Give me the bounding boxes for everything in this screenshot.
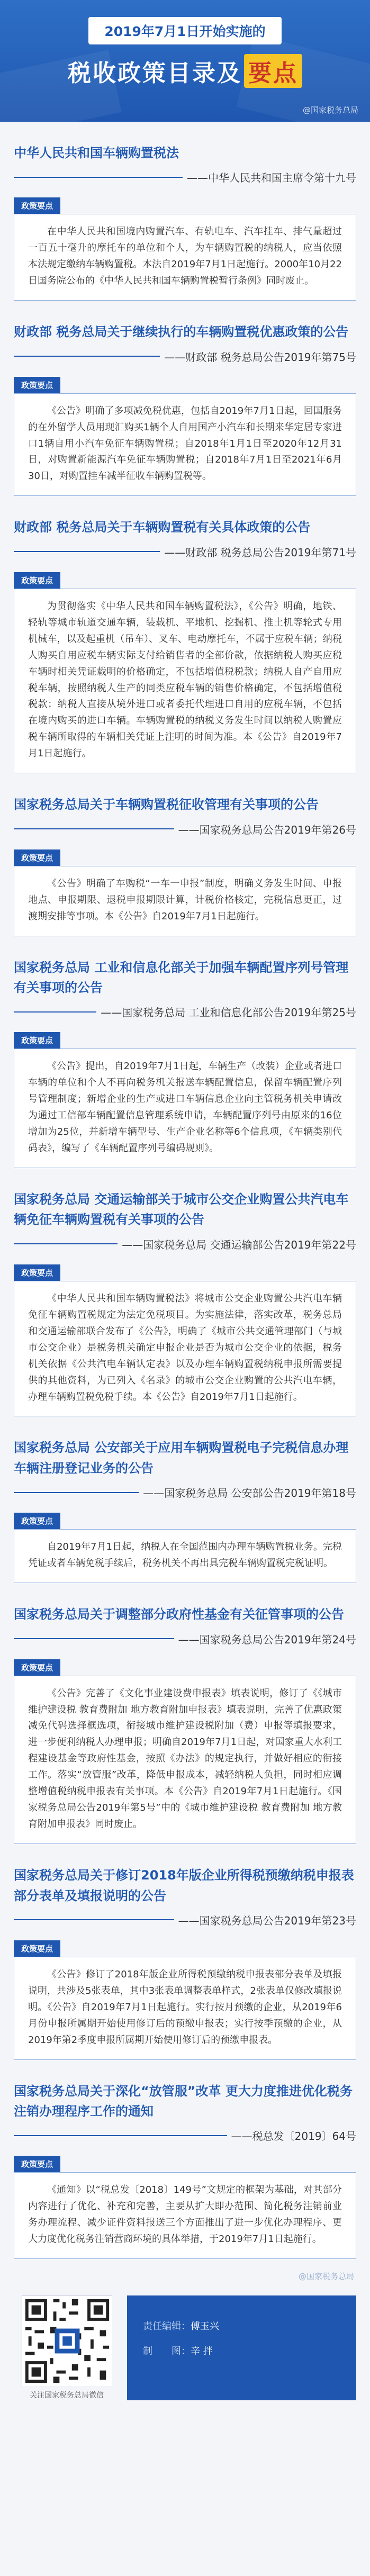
editor-label: 责任编辑： <box>143 2321 191 2333</box>
key-points-box <box>14 214 356 301</box>
footer-watermark: @国家税务总局 <box>298 2272 354 2282</box>
policy-title: 国家税务总局关于车辆购置税征收管理有关事项的公告 <box>14 797 319 812</box>
key-points-label: 政策要点 <box>14 849 60 866</box>
policy-source <box>14 1236 356 1252</box>
policy-section <box>14 936 356 1169</box>
key-points-box <box>14 393 356 496</box>
policy-source-text: ——国家税务总局 公安部公告2019年第18号 <box>143 1487 356 1500</box>
policy-source <box>14 2128 356 2143</box>
policy-title: 国家税务总局 工业和信息化部关于加强车辆配置序列号管理有关事项的公告 <box>14 960 349 995</box>
key-points-label: 政策要点 <box>14 197 60 214</box>
policy-section <box>14 301 356 496</box>
policy-section <box>14 1416 356 1583</box>
key-points-text: 《公告》明确了车购税“一车一申报”制度，明确义务发生时间、申报地点、申报期限、退税申报期限计算，计税价格核定，完税信息更正，过渡期安排等事项。本《公告》自2019年7月1日起施行。 <box>28 878 342 922</box>
policy-title: 财政部 税务总局关于车辆购置税有关具体政策的公告 <box>14 520 311 535</box>
source-divider <box>14 551 160 552</box>
policy-section <box>14 496 356 773</box>
key-points-box <box>14 1049 356 1168</box>
key-points-label: 政策要点 <box>14 1940 60 1957</box>
key-points-label: 政策要点 <box>14 1513 60 1529</box>
key-points-text: 《公告》完善了《文化事业建设费申报表》填表说明，修订了《《城市维护建设税 教育费附加 地方教育附加申报表》填表说明，完善了优惠政策减免代码选择框选项，衔接城市维护建设税附加（费）申报等填报要求，进一步便利纳税人办理申报；明确自2019年7月1日起，对国家重大水利工程建设基金等政府性基金，按照《办法》的规定执行，并做好相应的衔接工作。落实“放管服”改革，降低申报成本，减轻纳税人负担，同时相应调整增值税纳税申报表有关事项。本《公告》自2019年7月1日起施行。《国家税务总局公告2019年第5号”中的《城市维护建设税 教育费附加 地方教育附加申报表》同时废止。 <box>28 1687 342 1830</box>
key-points-text: 《通知》以“税总发〔2018〕149号”文规定的框架为基础，对其部分内容进行了优化、补充和完善，主要从扩大即办范围、简化税务注销前业务办理流程、减少证件资料报送三个方面推出了进一步优化办理程序、更大力度优化税务注销营商环境的具体举措，于2019年7月1日起施行。 <box>28 2184 342 2245</box>
policy-source-text: ——财政部 税务总局公告2019年第75号 <box>164 350 356 364</box>
key-points-box <box>14 1529 356 1583</box>
editor-name: 傅玉兴 <box>191 2321 219 2333</box>
editor-row <box>143 2315 340 2339</box>
producer-label: 制 图： <box>143 2346 191 2357</box>
key-points-text: 《公告》提出，自2019年7月1日起，车辆生产（改装）企业或者进口车辆的单位和个人不再向税务机关报送车辆配置信息，保留车辆配置序列号管理制度；新增企业的生产或进口车辆信息企业向主管税务机关申请改为通过工信部车辆配置信息管理系统申请，车辆配置序列号由原来的16位增加为25位，并新增车辆型号、生产企业名称等6个信息项，《车辆类别代码表》，编写了《车辆配置序列号编码规则》。 <box>28 1061 342 1154</box>
policy-source <box>14 1631 356 1647</box>
key-points-box <box>14 2172 356 2259</box>
key-points-box <box>14 589 356 774</box>
policy-source-text: ——国家税务总局 工业和信息化部公告2019年第25号 <box>101 1006 356 1019</box>
key-points-box <box>14 1957 356 2060</box>
policy-source-text: ——国家税务总局公告2019年第24号 <box>178 1633 356 1646</box>
qr-block <box>14 2295 120 2400</box>
key-points-text: 《中华人民共和国车辆购置税法》将城市公交企业购置公共汽电车辆免征车辆购置税规定为法定免税项目。为实施法律，落实改革，税务总局和交通运输部联合发布了《公告》，明确了《城市公共交通管理部门（与城市公交企业）是税务机关确定申报企业是否为城市公交企业的依据，税务机关依据《公共汽电车辆认定表》以及办理车辆购置税纳税申报所需要提供的其他资料，为已列入《名录》的城市公交企业购置的公共汽电车辆，办理车辆购置税免税手续。本《公告》自2019年7月1日起施行。 <box>28 1292 342 1403</box>
header-title-main: 税收政策目录及 <box>68 60 242 87</box>
policy-section <box>14 1583 356 1844</box>
policy-source <box>14 1485 356 1500</box>
key-points-box <box>14 866 356 936</box>
policy-source-text: ——税总发〔2019〕64号 <box>231 2130 356 2143</box>
qr-code-icon <box>22 2296 112 2386</box>
key-points-box <box>14 1676 356 1845</box>
source-divider <box>14 1011 96 1013</box>
key-points-box <box>14 1281 356 1417</box>
source-divider <box>14 177 183 178</box>
key-points-label: 政策要点 <box>14 377 60 393</box>
header-watermark: @国家税务总局 <box>302 105 358 115</box>
source-divider <box>14 1243 118 1244</box>
policy-list <box>0 122 370 2259</box>
policy-source-text: ——中华人民共和国主席令第十九号 <box>187 171 356 185</box>
source-divider <box>14 1919 174 1920</box>
policy-source <box>14 349 356 364</box>
header-banner <box>0 0 370 122</box>
policy-source <box>14 821 356 837</box>
policy-title: 财政部 税务总局关于继续执行的车辆购置税优惠政策的公告 <box>14 324 349 340</box>
policy-title: 国家税务总局关于修订2018年版企业所得税预缴纳税申报表部分表单及填报说明的公告 <box>14 1868 354 1903</box>
policy-source-text: ——国家税务总局 交通运输部公告2019年第22号 <box>122 1238 356 1251</box>
policy-source <box>14 1912 356 1928</box>
source-divider <box>14 828 174 829</box>
key-points-text: 《公告》修订了2018年版企业所得税预缴纳税申报表部分表单及填报说明，共涉及5张表单，其中3张表单调整表单样式，2张表单仅修改填报说明。《公告》自2019年7月1日起施行。实行按月预缴的企业，从2019年6月份申报所属期开始使用修订后的预缴申报表；实行按季预缴的企业，从2019年第2季度申报所属期开始使用修订后的预缴申报表。 <box>28 1968 342 2046</box>
producer-row <box>143 2339 340 2364</box>
header-title-highlight: 要点 <box>244 54 302 88</box>
footer <box>14 2295 356 2400</box>
producer-name: 辛 拌 <box>191 2346 213 2357</box>
qr-caption: 关注国家税务总局微信 <box>30 2391 104 2400</box>
policy-source-text: ——国家税务总局公告2019年第26号 <box>178 823 356 836</box>
source-divider <box>14 356 160 357</box>
key-points-label: 政策要点 <box>14 2156 60 2172</box>
key-points-text: 《公告》明确了多项减免税优惠，包括自2019年7月1日起，回国服务的在外留学人员用现汇购买1辆个人自用国产小汽车和长期来华定居专家进口1辆自用小汽车免征车辆购置税；自2018年1月1日至2020年12月31日，对购置新能源汽车免征车辆购置税；自2018年7月1日至2021年6月30日，对购置挂车减半征收车辆购置税等。 <box>28 405 342 482</box>
policy-section <box>14 2060 356 2259</box>
policy-title: 国家税务总局 交通运输部关于城市公交企业购置公共汽电车辆免征车辆购置税有关事项的公告 <box>14 1192 349 1227</box>
source-divider <box>14 1492 139 1493</box>
key-points-text: 在中华人民共和国境内购置汽车、有轨电车、汽车挂车、排气量超过一百五十毫升的摩托车的单位和个人，为车辆购置税的纳税人，应当依照本法规定缴纳车辆购置税。本法自2019年7月1日起施行。2000年10月22日国务院公布的《中华人民共和国车辆购置税暂行条例》同时废止。 <box>28 226 342 287</box>
source-divider <box>14 1638 174 1639</box>
header-subtitle: 2019年7月1日开始实施的 <box>88 17 281 44</box>
policy-section <box>14 1844 356 2060</box>
policy-title: 国家税务总局关于深化“放管服”改革 更大力度推进优化税务注销办理程序工作的通知 <box>14 2083 353 2119</box>
policy-title: 国家税务总局关于调整部分政府性基金有关征管事项的公告 <box>14 1607 344 1622</box>
source-divider <box>14 2135 227 2136</box>
key-points-label: 政策要点 <box>14 1032 60 1049</box>
policy-source <box>14 1004 356 1019</box>
policy-source <box>14 544 356 559</box>
key-points-label: 政策要点 <box>14 1659 60 1676</box>
key-points-label: 政策要点 <box>14 1264 60 1281</box>
policy-source-text: ——财政部 税务总局公告2019年第71号 <box>164 546 356 559</box>
key-points-text: 为贯彻落实《中华人民共和国车辆购置税法》，《公告》明确，地铁、轻轨等城市轨道交通车辆，装载机、平地机、挖掘机、推土机等轮式专用机械车，以及起重机（吊车）、叉车、电动摩托车，不属于应税车辆；纳税人购买自用应税车辆实际支付给销售者的全部价款，依据纳税人购买应税车辆时相关凭证载明的价格确定，不包括增值税税款；纳税人自产自用应税车辆，按照纳税人生产的同类应税车辆的销售价格确定，不包括增值税税款；纳税人直接从境外进口或者委托代理进口自用的应税车辆，不包括在境内购买的进口车辆。车辆购置税的纳税义务发生时间以纳税人购置应税车辆所取得的车辆相关凭证上注明的时间为准。本《公告》自2019年7月1日起施行。 <box>28 600 342 760</box>
policy-section <box>14 122 356 301</box>
policy-title: 中华人民共和国车辆购置税法 <box>14 146 179 160</box>
key-points-label: 政策要点 <box>14 572 60 589</box>
policy-source-text: ——国家税务总局公告2019年第23号 <box>178 1914 356 1927</box>
key-points-text: 自2019年7月1日起，纳税人在全国范围内办理车辆购置税业务。完税凭证或者车辆免税手续后，税务机关不再出具完税车辆购置税完税证明。 <box>28 1541 342 1569</box>
qr-code[interactable] <box>22 2295 112 2385</box>
policy-source <box>14 169 356 185</box>
policy-title: 国家税务总局 公安部关于应用车辆购置税电子完税信息办理车辆注册登记业务的公告 <box>14 1440 349 1476</box>
policy-section <box>14 1168 356 1416</box>
policy-section <box>14 773 356 936</box>
credits <box>127 2295 356 2400</box>
